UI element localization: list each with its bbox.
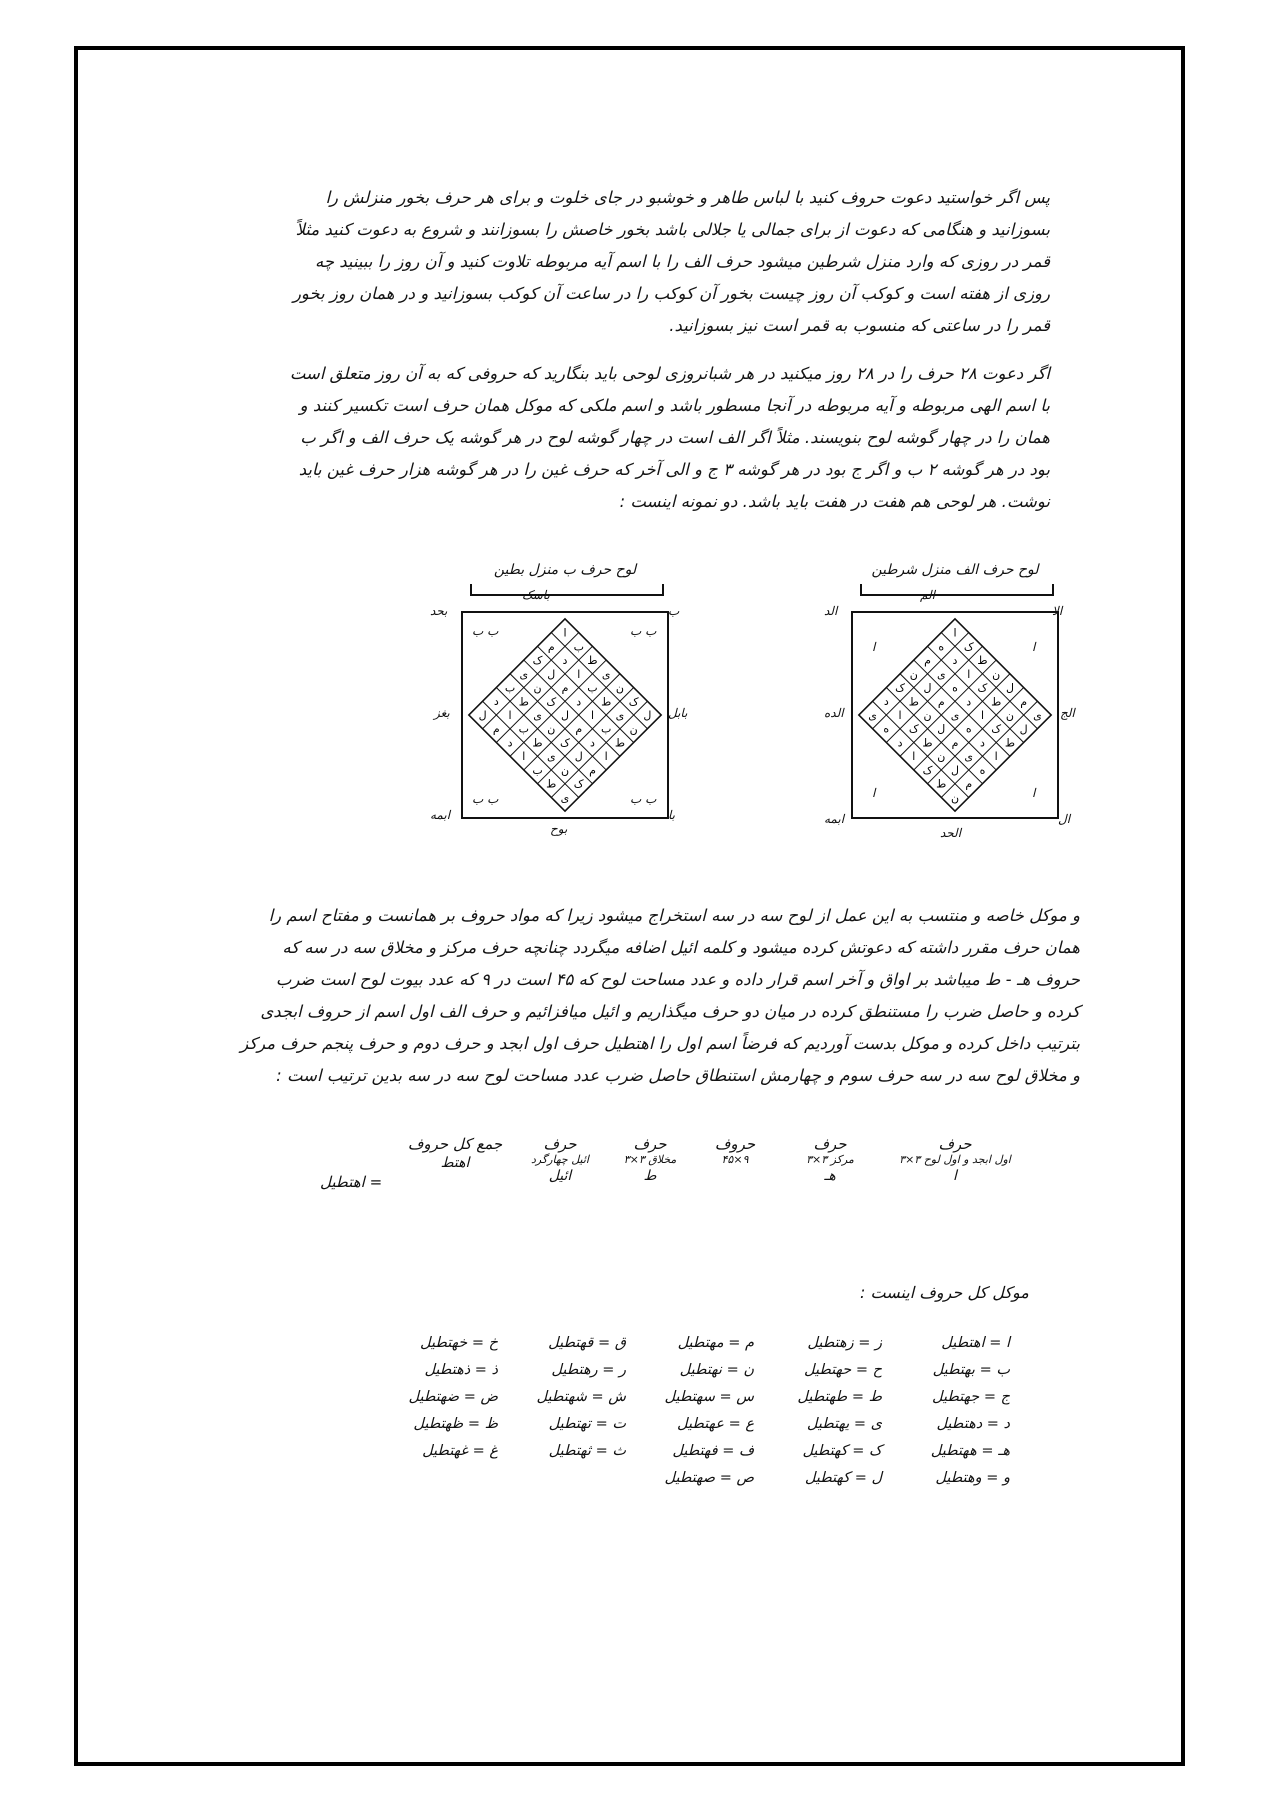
grid-cell-letter: د	[980, 736, 985, 750]
grid-cell-letter: م	[575, 722, 583, 736]
diamond-grid	[850, 610, 1060, 820]
grid-cell-letter: ا	[590, 709, 595, 722]
grid-cell-letter: ا	[604, 750, 608, 764]
grid-cell-letter: ا	[994, 750, 998, 764]
muwakkil-title: موکل کل حروف اینست :	[860, 1283, 1029, 1302]
grid-cell-letter: م	[561, 681, 569, 695]
corner-tr: الا	[1052, 604, 1063, 618]
corner-bl: ابمه	[430, 808, 451, 822]
bottom-label: الحد	[940, 826, 962, 840]
grid-cell-letter: ط	[614, 736, 626, 750]
list-item: ق = قهتطیل	[548, 1335, 626, 1351]
grid-cell-letter: ط	[1004, 736, 1016, 750]
grid-cell-letter: م	[965, 777, 973, 791]
grid-cell-letter: ن	[992, 667, 1001, 681]
grid-cell-letter: ک	[908, 722, 919, 736]
list-item: ت = تهتطیل	[548, 1416, 626, 1432]
grid-cell-letter: ی	[950, 709, 960, 722]
grid-cell-letter: م	[589, 763, 596, 777]
grid-cell-letter: د	[576, 695, 582, 709]
diagram-lawh-alif	[820, 560, 1090, 860]
formula-col-2: حرف مرکز ۳×۳ هـ	[806, 1135, 854, 1184]
grid-cell-letter: ن	[1005, 709, 1014, 722]
list-item: هـ = ههتطیل	[930, 1443, 1010, 1459]
side-left: الده	[824, 706, 844, 720]
list-item: و = وهتطیل	[935, 1470, 1010, 1486]
grid-cell-letter: ی	[533, 709, 542, 722]
grid-cell-letter: م	[547, 640, 555, 654]
grid-cell-letter: ط	[601, 695, 612, 709]
grid-cell-letter: م	[951, 736, 959, 750]
grid-cell-letter: ه	[965, 722, 972, 736]
list-item: ب = بهتطیل	[932, 1362, 1010, 1378]
list-item: ف = فهتطیل	[672, 1443, 754, 1459]
grid-cell-letter: ه	[952, 681, 958, 695]
inner-bl: ا	[872, 786, 876, 800]
list-item: م = مهتطیل	[677, 1335, 754, 1351]
grid-cell-letter: ک	[963, 640, 974, 654]
diagram-lawh-ba	[430, 560, 700, 860]
corner-br: ال	[1058, 812, 1071, 826]
bottom-label: بوح	[550, 822, 568, 836]
inner-bl: ب ب	[472, 792, 499, 806]
grid-cell-letter: ه	[883, 722, 890, 736]
inner-tr: ب ب	[630, 624, 657, 638]
corner-tl: الد	[824, 604, 838, 618]
grid-cell-letter: م	[924, 654, 931, 668]
diamond-grid	[460, 610, 670, 820]
grid-cell-letter: ی	[519, 667, 529, 681]
corner-tl: بحد	[430, 604, 448, 618]
list-item: ذ = ذهتطیل	[424, 1362, 498, 1378]
muwakkil-col-1	[885, 1330, 1010, 1492]
grid-cell-letter: ب	[532, 763, 543, 777]
grid-cell-letter: ی	[1033, 709, 1042, 722]
grid-cell-letter: ط	[977, 654, 988, 668]
grid-cell-letter: م	[1020, 695, 1028, 709]
grid-cell-letter: ا	[508, 709, 512, 722]
grid-cell-letter: ی	[936, 667, 946, 681]
grid-cell-letter: ک	[991, 722, 1002, 736]
grid-cell-letter: ل	[574, 750, 583, 764]
list-item: خ = خهتطیل	[419, 1335, 498, 1351]
grid-cell-letter: ک	[560, 736, 570, 750]
side-right: الج	[1060, 706, 1075, 720]
grid-cell-letter: ک	[628, 695, 639, 709]
grid-cell-letter: ا	[898, 709, 902, 722]
list-item: ز = زهتطیل	[807, 1335, 882, 1351]
grid-cell-letter: ن	[950, 791, 960, 805]
muwakkil-col-5	[373, 1330, 498, 1465]
title-bracket	[470, 584, 664, 596]
grid-cell-letter: ط	[991, 695, 1002, 709]
grid-cell-letter: ط	[532, 736, 543, 750]
grid-cell-letter: ط	[936, 777, 947, 791]
grid-cell-letter: م	[937, 695, 945, 709]
formula-col-5: حرف ائیل چهارگرد ائیل	[530, 1135, 589, 1184]
list-item: ن = نهتطیل	[679, 1362, 754, 1378]
grid-cell-letter: ا	[980, 709, 985, 722]
paragraph-3: و موکل خاصه و منتسب به این عمل از لوح سه در سه استخراج میشود زیرا که مواد حروف بر همانست و مفتاح اسم را همان حرف مقرر داشته که دعوتش کرده میشود و کلمه ائیل اضافه میگردد چنانچه حرف مرکز و مخلاق سه در سه که حروف هـ - ط میباشد بر اواق و آخر اسم قرار داده و عدد مساحت لوح که ۴۵ است در ۹ که عدد بیوت لوح است ضرب کرده و حاصل ضرب را مستنطق کرده در میان دو حرف میگذاریم و ائیل میافزائیم و حرف الف اول اسم از حروف ابجدی بترتیب داخل کرده و موکل بدست آوردیم که فرضاً اسم اول را اهتطیل حرف اول ابجد و حرف دوم و حرف پنجم حرف مرکز و مخلاق لوح سه در سه حرف سوم و چهارمش استنطاق حاصل ضرب عدد مساحت لوح سه در سه بدین ترتیب است :	[240, 906, 1080, 1085]
grid-cell-letter: ل	[937, 722, 946, 736]
grid-cell-letter: ط	[922, 736, 933, 750]
paragraph-1: پس اگر خواستید دعوت حروف کنید با لباس طاهر و خوشبو در جای خلوت و برای هر حرف بخور منزلش را بسوزانید و هنگامی که دعوت از برای جمالی یا جلالی باشد بخور خاصش را بسوزانند و شروع به دعوت کنید مثلاً قمر در روزی که وارد منزل شرطین میشود حرف الف را با اسم آیه مربوطه تلاوت کنید و آن روز را ببینید چه روزی از هفته است و کوکب آن روز چیست بخور آن کوکب را در ساعت آن کوکب بسوزانید و در همان روز بخور قمر را در ساعتی که منسوب به قمر است نیز بسوزانید.	[292, 188, 1050, 335]
list-item: س = سهتطیل	[664, 1389, 754, 1405]
formula-col-1: حرف اول ابجد و اول لوح ۳×۳ ا	[899, 1135, 1011, 1184]
inner-tl: ا	[872, 640, 876, 654]
grid-cell-letter: ی	[615, 709, 625, 722]
list-item: غ = غهتطیل	[422, 1443, 498, 1459]
formula-col-3: حروف ۹×۴۵	[714, 1135, 756, 1166]
grid-cell-letter: ب	[587, 681, 598, 695]
grid-cell-letter: ن	[560, 763, 570, 777]
grid-cell-letter: ل	[951, 763, 959, 777]
grid-cell-letter: ط	[546, 777, 557, 791]
grid-cell-letter: ل	[561, 709, 569, 722]
grid-cell-letter: ن	[629, 722, 638, 736]
side-left: بغز	[434, 706, 450, 720]
grid-cell-letter: ک	[546, 695, 557, 709]
grid-cell-letter: ک	[573, 777, 584, 791]
diagram-title: لوح حرف الف منزل شرطین	[871, 562, 1039, 578]
list-item: ک = کهتطیل	[802, 1443, 882, 1459]
paragraph-2: اگر دعوت ۲۸ حرف را در ۲۸ روز میکنید در هر شبانروزی لوحی باید بنگارید که حروفی که به آن روز متعلق است با اسم الهی مربوطه و آیه مربوطه در آنجا مسطور باشد و اسم ملکی که موکل همان حرف است تکسیر کنند و همان را در چهار گوشه لوح بنویسند. مثلاً اگر الف است در چهار گوشه لوح در هر گوشه یک حرف الف و اگر ب بود در هر گوشه ۲ ب و اگر ج بود در هر گوشه ۳ ج و الی آخر که حرف غین را در هر گوشه هزار حرف غین باید نوشت. هر لوحی هم هفت در هفت باید باشد. دو نمونه اینست :	[289, 364, 1050, 511]
grid-cell-letter: د	[590, 736, 595, 750]
formula-col-4: حرف مخلاق ۳×۳ ط	[623, 1135, 677, 1184]
list-item: ش = شهتطیل	[536, 1389, 626, 1405]
grid-cell-letter: ل	[547, 667, 556, 681]
title-bracket	[860, 584, 1054, 596]
grid-cell-letter: ن	[909, 667, 918, 681]
grid-cell-letter: ی	[546, 750, 556, 764]
corner-br: با	[668, 808, 675, 822]
list-item: ل = کهتطیل	[804, 1470, 882, 1486]
list-item: ر = رهتطیل	[551, 1362, 626, 1378]
formula-result: = اهتطیل	[320, 1173, 383, 1191]
grid-cell-letter: ا	[912, 750, 916, 764]
grid-cell-letter: ن	[923, 709, 932, 722]
muwakkil-formula	[300, 1135, 1020, 1215]
grid-cell-letter: ه	[979, 763, 986, 777]
side-right: بابل	[668, 706, 688, 720]
grid-cell-letter: د	[952, 654, 958, 668]
muwakkil-col-2	[757, 1330, 882, 1492]
formula-col-6: جمع کل حروف اهتط	[407, 1135, 503, 1171]
grid-cell-letter: ا	[563, 626, 567, 640]
list-item: ح = حهتطیل	[803, 1362, 882, 1378]
grid-cell-letter: ب	[504, 681, 516, 695]
grid-cell-letter: ک	[922, 763, 933, 777]
grid-cell-letter: د	[507, 736, 513, 750]
list-item: د = دهتطیل	[936, 1416, 1010, 1432]
list-item: ظ = ظهتطیل	[413, 1416, 498, 1432]
grid-cell-letter: ن	[937, 750, 946, 764]
grid-cell-letter: ک	[532, 654, 543, 668]
grid-cell-letter: ن	[547, 722, 556, 736]
grid-cell-letter: ا	[953, 626, 957, 640]
list-item: ا = اهتطیل	[941, 1335, 1010, 1351]
grid-cell-letter: ب	[601, 722, 612, 736]
muwakkil-col-4	[501, 1330, 626, 1465]
grid-cell-letter: ل	[923, 681, 932, 695]
muwakkil-table	[370, 1330, 1010, 1500]
inner-br: ا	[1032, 786, 1036, 800]
top-label: باسک	[522, 588, 550, 602]
grid-cell-letter: ی	[560, 791, 570, 805]
grid-cell-letter: د	[966, 695, 972, 709]
grid-cell-letter: ا	[967, 667, 971, 681]
list-item: ی = یهتطیل	[806, 1416, 882, 1432]
muwakkil-col-3	[629, 1330, 754, 1492]
inner-tl: ب ب	[472, 624, 499, 638]
grid-cell-letter: ب	[573, 640, 584, 654]
list-item: ع = عهتطیل	[677, 1416, 754, 1432]
list-item: ث = ثهتطیل	[548, 1443, 626, 1459]
grid-cell-letter: د	[562, 654, 568, 668]
grid-cell-letter: ل	[1005, 681, 1014, 695]
grid-cell-letter: ی	[601, 667, 611, 681]
grid-cell-letter: ط	[908, 695, 919, 709]
grid-cell-letter: ل	[1019, 722, 1028, 736]
grid-cell-letter: ل	[478, 709, 487, 722]
list-item: ض = ضهتطیل	[408, 1389, 498, 1405]
grid-cell-letter: د	[897, 736, 903, 750]
inner-tr: ا	[1032, 640, 1036, 654]
grid-cell-letter: ط	[518, 695, 529, 709]
corner-tr: ب	[668, 604, 680, 618]
grid-cell-letter: م	[492, 722, 500, 736]
grid-cell-letter: د	[883, 695, 889, 709]
list-item: ط = طهتطیل	[797, 1389, 882, 1405]
grid-cell-letter: ا	[577, 667, 581, 681]
list-item: ص = صهتطیل	[664, 1470, 754, 1486]
grid-cell-letter: ن	[533, 681, 542, 695]
grid-cell-letter: ک	[977, 681, 988, 695]
list-item: ج = جهتطیل	[931, 1389, 1010, 1405]
grid-cell-letter: ن	[615, 681, 624, 695]
grid-cell-letter: ی	[868, 709, 877, 722]
grid-cell-letter: ط	[587, 654, 598, 668]
inner-br: ب ب	[630, 792, 657, 806]
grid-cell-letter: ک	[895, 681, 905, 695]
diagram-title: لوح حرف ب منزل بطین	[493, 562, 637, 578]
grid-cell-letter: ا	[522, 750, 526, 764]
grid-cell-letter: د	[493, 695, 499, 709]
grid-cell-letter: ب	[518, 722, 529, 736]
top-label: الم	[920, 588, 935, 602]
corner-bl: ابمه	[824, 812, 845, 826]
grid-cell-letter: ل	[643, 709, 652, 722]
grid-cell-letter: ی	[964, 750, 974, 764]
grid-cell-letter: ه	[938, 640, 945, 654]
